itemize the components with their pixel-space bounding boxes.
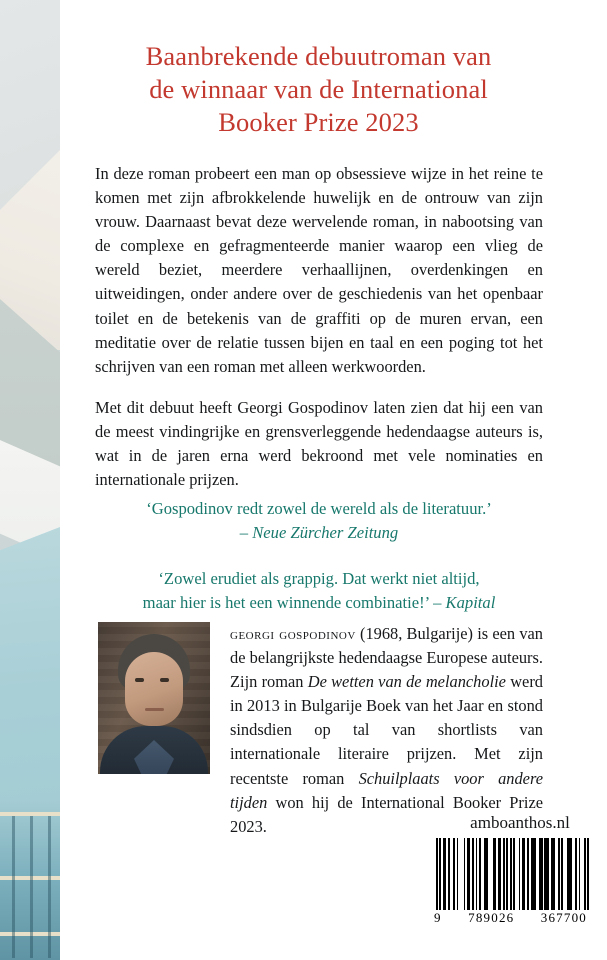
isbn-barcode [430,838,595,934]
blurb-paragraph: Met dit debuut heeft Georgi Gospodinov laten zien dat hij een van de meest vindingrijke en grensverleggende hedendaagse auteurs is, wat in de jaren erna werd bekroond met vele nominaties en internationale prijzen. [95,397,543,490]
publisher-website[interactable]: amboanthos.nl [470,813,570,832]
press-quote-source: – Neue Zürcher Zeitung [239,523,399,542]
portrait-face [125,652,183,726]
press-quote-text-continued: maar hier is het een winnende combinatie!’ – [142,593,446,612]
back-cover-page [60,0,607,960]
press-quote [95,567,543,615]
promo-headline-line-2: de winnaar van de International [149,74,488,104]
promo-headline-line-1: Baanbrekende debuutroman van [145,41,492,71]
railing-post [48,816,51,958]
press-quote-text: ‘Gospodinov redt zowel de wereld als de literatuur.’ [146,499,492,518]
railing-post [30,816,33,958]
book-title-schuilplaats: Schuilplaats voor andere tijden [230,768,543,812]
promo-headline-line-3: Booker Prize 2023 [218,107,419,137]
blurb-text [95,162,543,492]
barcode-bars [436,838,589,910]
author-bio-part-1: (1968, Bulgarije) is een van de belangrijkste hedendaagse Europese auteurs. Zijn roman [230,624,543,692]
author-bio-part-2: werd in 2013 in Bulgarije Boek van het Jaar en stond sindsdien op tal van shortlists van internationale literaire prijzen. Met zijn recentste roman [230,672,543,788]
press-quote-text: ‘Zowel erudiet als grappig. Dat werkt niet altijd, [158,569,480,588]
press-quote [95,497,543,545]
author-name: georgi gospodinov [230,624,356,643]
author-portrait-photo [98,622,210,774]
author-biography [230,622,543,839]
promo-headline [60,40,577,139]
portrait-eye [160,678,169,682]
art-segment-blue-wall [0,527,60,817]
press-quote-text [95,591,543,615]
barcode-digit-group-2: 789026 [468,910,515,925]
barcode-digit-group-3: 367700 [540,910,587,925]
barcode-digits [430,910,595,926]
barcode-digit-group-1: 9 [434,910,442,925]
press-quotes [95,497,543,615]
railing-post [12,816,15,958]
blurb-paragraph: In deze roman probeert een man op obsessieve wijze in het reine te komen met zijn afbrokkelende huwelijk en de ontrouw van zijn vrouw. Daarnaast bevat deze wervelende roman, in nabootsing van de complexe en gefragmenteerde manier waarop een vlieg de wereld beziet, meerdere verhaallijnen, overdenkingen en uitweidingen, onder andere over de geschiedenis van het openbaar toilet en de betekenis van de graffiti op de muren ervan, een meditatie over de relatie tussen bijen en taal en een poging tot het schrijven van een roman met alleen werkwoorden. [95,164,543,376]
portrait-mouth [145,708,164,711]
cover-art-strip [0,0,60,960]
portrait-eye [135,678,144,682]
author-bio-part-3: won hij de International Booker Prize 2023. [230,792,543,836]
press-quote-source: Kapital [445,593,496,612]
book-title-melancholie: De wetten van de melancholie [307,672,506,692]
